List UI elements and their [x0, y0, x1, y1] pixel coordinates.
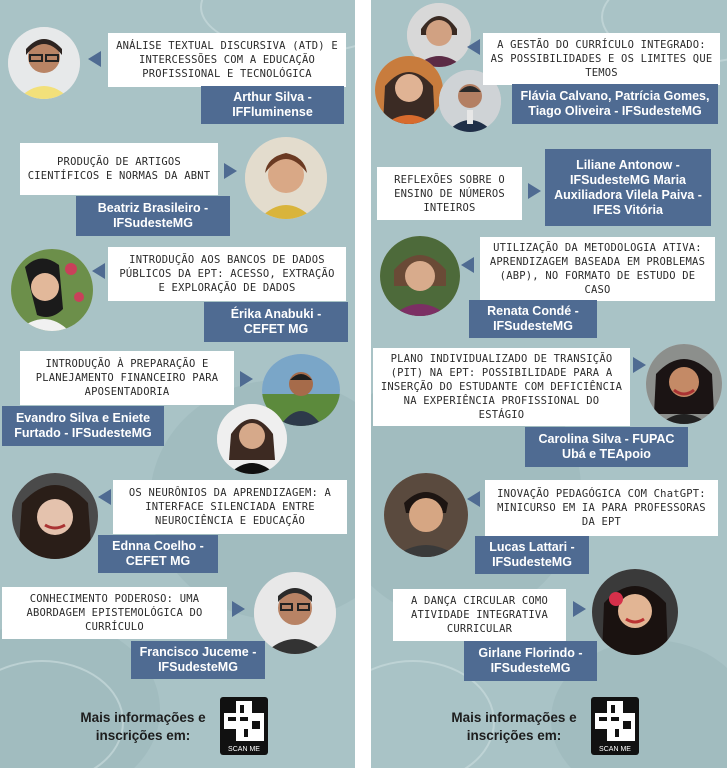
arrow-icon [528, 183, 541, 199]
qr-code-pattern [595, 701, 635, 741]
qr-code-pattern [224, 701, 264, 741]
speaker-name: Carolina Silva - FUPAC Ubá e TEApoio [525, 427, 688, 467]
session-title: INTRODUÇÃO AOS BANCOS DE DADOS PÚBLICOS DA EPT: ACESSO, EXTRAÇÃO E EXPLORAÇÃO DE DADOS [108, 247, 346, 301]
session-title: OS NEURÔNIOS DA APRENDIZAGEM: A INTERFACE SILENCIADA ENTRE NEUROCIÊNCIA E EDUCAÇÃO [113, 480, 347, 534]
scan-me-label: SCAN ME [599, 746, 631, 753]
footer-text: Mais informações e inscrições em: [451, 710, 577, 743]
scan-me-label: SCAN ME [228, 746, 260, 753]
arrow-icon [88, 51, 101, 67]
speaker-photo [8, 27, 80, 99]
arrow-icon [98, 489, 111, 505]
speaker-name: Girlane Florindo - IFSudesteMG [464, 641, 597, 681]
arrow-icon [467, 39, 480, 55]
speaker-photo [217, 404, 287, 474]
session-title: INTRODUÇÃO À PREPARAÇÃO E PLANEJAMENTO FINANCEIRO PARA APOSENTADORIA [20, 351, 234, 405]
qr-code-icon[interactable] [591, 697, 639, 755]
speaker-name: Arthur Silva - IFFluminense [201, 86, 344, 124]
arrow-icon [92, 263, 105, 279]
speaker-name: Ednna Coelho - CEFET MG [98, 535, 218, 573]
session-title: REFLEXÕES SOBRE O ENSINO DE NÚMEROS INTEIROS [377, 167, 522, 220]
speaker-name: Érika Anabuki - CEFET MG [204, 302, 348, 342]
session-title: CONHECIMENTO PODEROSO: UMA ABORDAGEM EPISTEMOLÓGICA DO CURRÍCULO [2, 587, 227, 639]
left-schedule-panel [0, 0, 355, 768]
session-title: INOVAÇÃO PEDAGÓGICA COM ChatGPT: MINICURSO EM IA PARA PROFESSORAS DA EPT [485, 480, 718, 536]
speaker-photo [12, 473, 98, 559]
speaker-photo [254, 572, 336, 654]
arrow-icon [633, 357, 646, 373]
arrow-icon [240, 371, 253, 387]
speaker-photo [380, 236, 460, 316]
session-title: A GESTÃO DO CURRÍCULO INTEGRADO: AS POSSIBILIDADES E OS LIMITES QUE TEMOS [483, 33, 720, 85]
speaker-name: Renata Condé - IFSudesteMG [469, 300, 597, 338]
arrow-icon [573, 601, 586, 617]
arrow-icon [232, 601, 245, 617]
session-title: PRODUÇÃO DE ARTIGOS CIENTÍFICOS E NORMAS DA ABNT [20, 143, 218, 195]
footer-text: Mais informações e inscrições em: [80, 710, 206, 743]
speaker-name: Liliane Antonow -IFSudesteMG Maria Auxiliadora Vilela Paiva - IFES Vitória [545, 149, 711, 226]
session-title: UTILIZAÇÃO DA METODOLOGIA ATIVA: APRENDIZAGEM BASEADA EM PROBLEMAS (ABP), NO FORMATO DE ESTUDO DE CASO [480, 237, 715, 301]
session-title: ANÁLISE TEXTUAL DISCURSIVA (ATD) E INTERCESSÕES COM A EDUCAÇÃO PROFISSIONAL E TECNOLÓGICA [108, 33, 346, 87]
speaker-name: Francisco Juceme - IFSudesteMG [131, 641, 265, 679]
right-schedule-panel [371, 0, 727, 768]
arrow-icon [461, 257, 474, 273]
qr-code-icon[interactable] [220, 697, 268, 755]
speaker-name: Evandro Silva e Eniete Furtado - IFSudesteMG [2, 406, 164, 446]
speaker-name: Beatriz Brasileiro - IFSudesteMG [76, 196, 230, 236]
arrow-icon [224, 163, 237, 179]
speaker-photo [592, 569, 678, 655]
session-title: PLANO INDIVIDUALIZADO DE TRANSIÇÃO (PIT) NA EPT: POSSIBILIDADE PARA A INSERÇÃO DO ESTUDANTE COM DEFICIÊNCIA NA EXPERIÊNCIA PROFISSIONAL DO ESTÁGIO [373, 348, 630, 426]
speaker-photo [646, 344, 722, 424]
session-title: A DANÇA CIRCULAR COMO ATIVIDADE INTEGRATIVA CURRICULAR [393, 589, 566, 641]
speaker-name: Flávia Calvano, Patrícia Gomes, Tiago Oliveira - IFSudesteMG [512, 84, 718, 124]
speaker-photo [11, 249, 93, 331]
speaker-photo [375, 56, 443, 124]
speaker-name: Lucas Lattari - IFSudesteMG [475, 536, 589, 574]
speaker-photo [245, 137, 327, 219]
arrow-icon [467, 491, 480, 507]
speaker-photo [384, 473, 468, 557]
